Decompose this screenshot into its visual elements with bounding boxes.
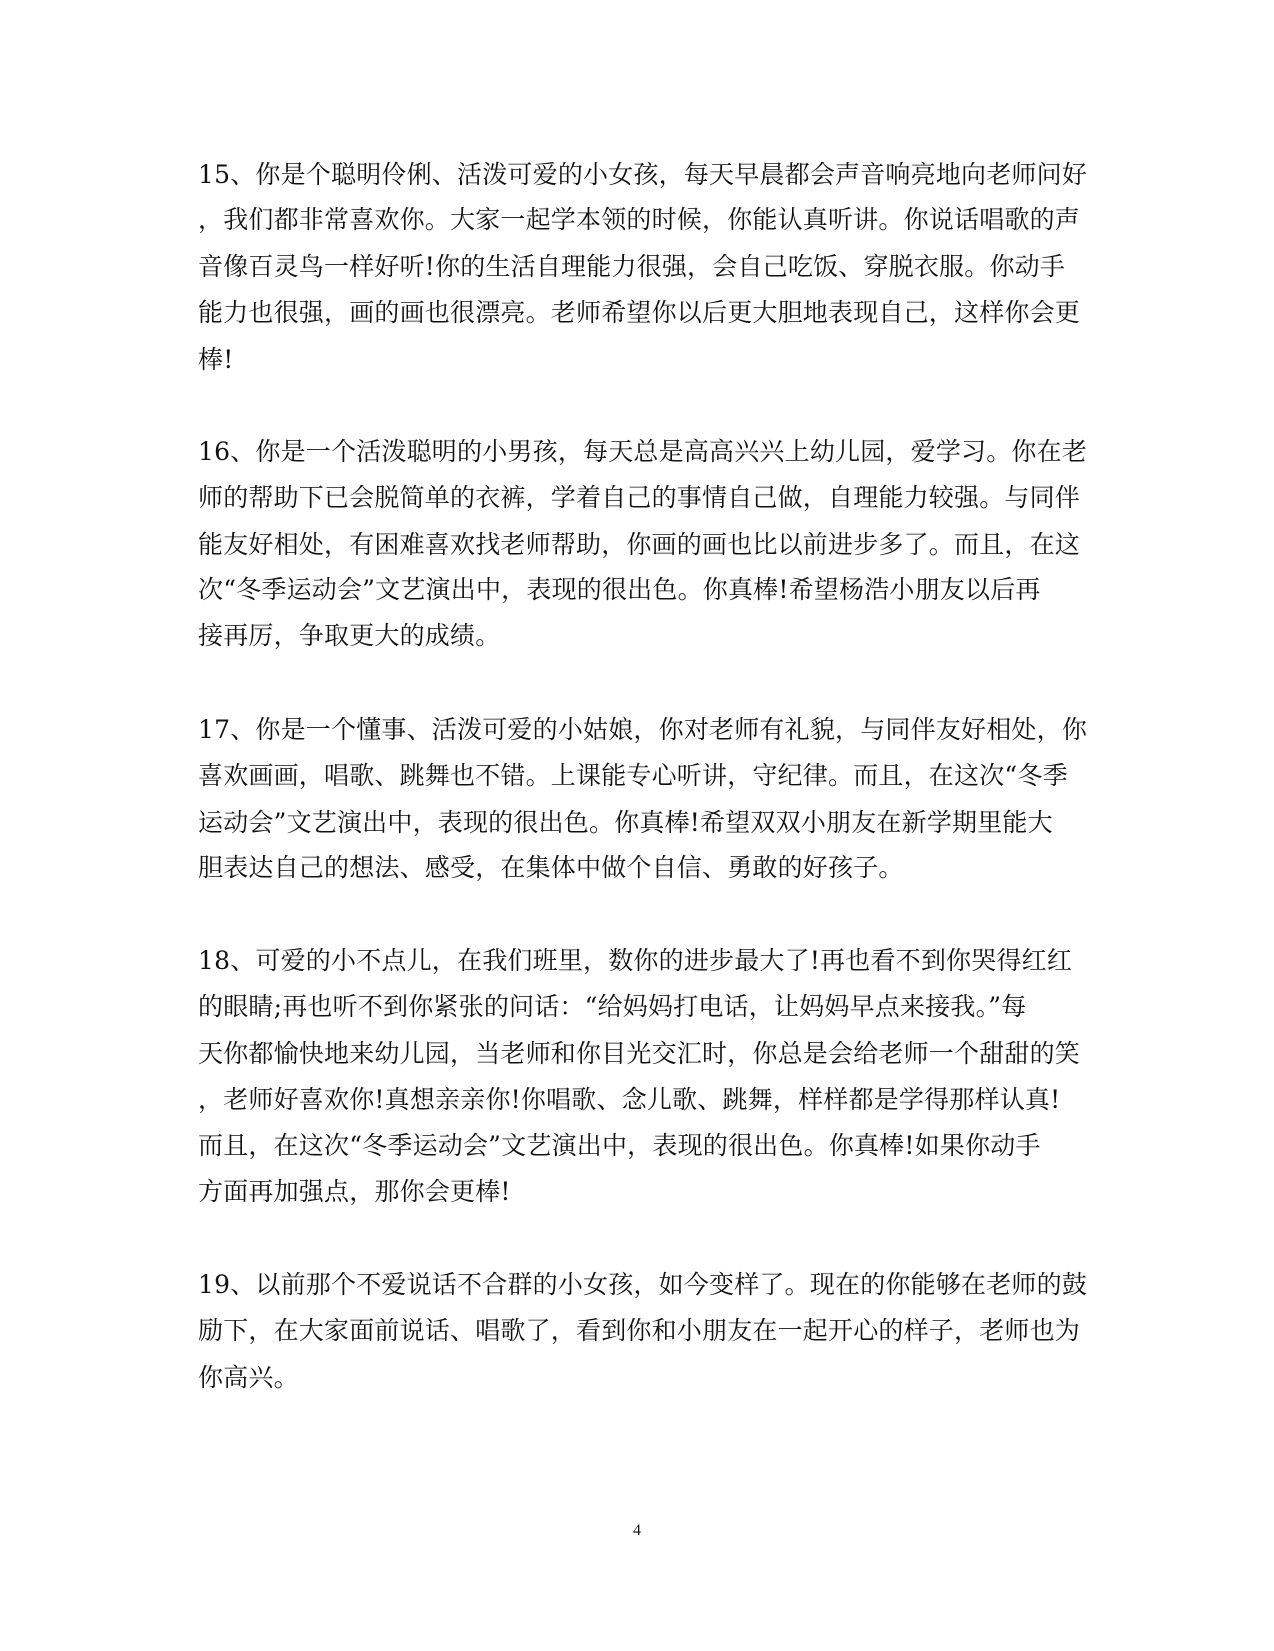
paragraph-line: 而且，在这次“冬季运动会”文艺演出中，表现的很出色。你真棒!如果你动手	[198, 1131, 1041, 1160]
paragraph-line: 接再厉，争取更大的成绩。	[198, 621, 501, 650]
paragraph-line: 能友好相处，有困难喜欢找老师帮助，你画的画也比以前进步多了。而且，在这	[198, 530, 1081, 559]
paragraph-line: 音像百灵鸟一样好听!你的生活自理能力很强，会自己吃饭、穿脱衣服。你动手	[198, 252, 1066, 281]
paragraph-line: 方面再加强点，那你会更棒!	[198, 1177, 511, 1206]
paragraph-line: 16、你是一个活泼聪明的小男孩，每天总是高高兴兴上幼儿园，爱学习。你在老	[198, 437, 1088, 466]
paragraph-line: 棒!	[198, 345, 234, 374]
paragraph-line: 运动会”文艺演出中，表现的很出色。你真棒!希望双双小朋友在新学期里能大	[198, 808, 1053, 837]
paragraph-line: 你高兴。	[198, 1363, 299, 1392]
paragraph-line: 胆表达自己的想法、感受，在集体中做个自信、勇敢的好孩子。	[198, 853, 904, 882]
paragraph-line: 喜欢画画，唱歌、跳舞也不错。上课能专心听讲，守纪律。而且，在这次“冬季	[198, 761, 1068, 790]
paragraph-line: 能力也很强，画的画也很漂亮。老师希望你以后更大胆地表现自己，这样你会更	[198, 298, 1081, 327]
paragraph-line: 师的帮助下已会脱简单的衣裤，学着自己的事情自己做，自理能力较强。与同伴	[198, 483, 1081, 512]
paragraph-line: 17、你是一个懂事、活泼可爱的小姑娘，你对老师有礼貌，与同伴友好相处，你	[198, 715, 1088, 744]
paragraph-line: 15、你是个聪明伶俐、活泼可爱的小女孩，每天早晨都会声音响亮地向老师问好	[198, 160, 1088, 189]
paragraph-line: 励下，在大家面前说话、唱歌了，看到你和小朋友在一起开心的样子，老师也为	[198, 1316, 1081, 1345]
paragraph-line: 次“冬季运动会”文艺演出中，表现的很出色。你真棒!希望杨浩小朋友以后再	[198, 575, 1041, 604]
paragraph-line: 18、可爱的小不点儿，在我们班里，数你的进步最大了!再也看不到你哭得红红	[198, 946, 1073, 975]
page-number: 4	[633, 1522, 641, 1539]
paragraph-line: 天你都愉快地来幼儿园，当老师和你目光交汇时，你总是会给老师一个甜甜的笑	[198, 1039, 1081, 1068]
paragraph-line: 19、以前那个不爱说话不合群的小女孩，如今变样了。现在的你能够在老师的鼓	[198, 1270, 1088, 1299]
paragraph-line: ，我们都非常喜欢你。大家一起学本领的时候，你能认真听讲。你说话唱歌的声	[198, 205, 1081, 234]
paragraph-line: 的眼睛;再也听不到你紧张的问话：“给妈妈打电话，让妈妈早点来接我。”每	[198, 992, 1027, 1021]
paragraph-line: ，老师好喜欢你!真想亲亲你!你唱歌、念儿歌、跳舞，样样都是学得那样认真!	[198, 1085, 1061, 1114]
